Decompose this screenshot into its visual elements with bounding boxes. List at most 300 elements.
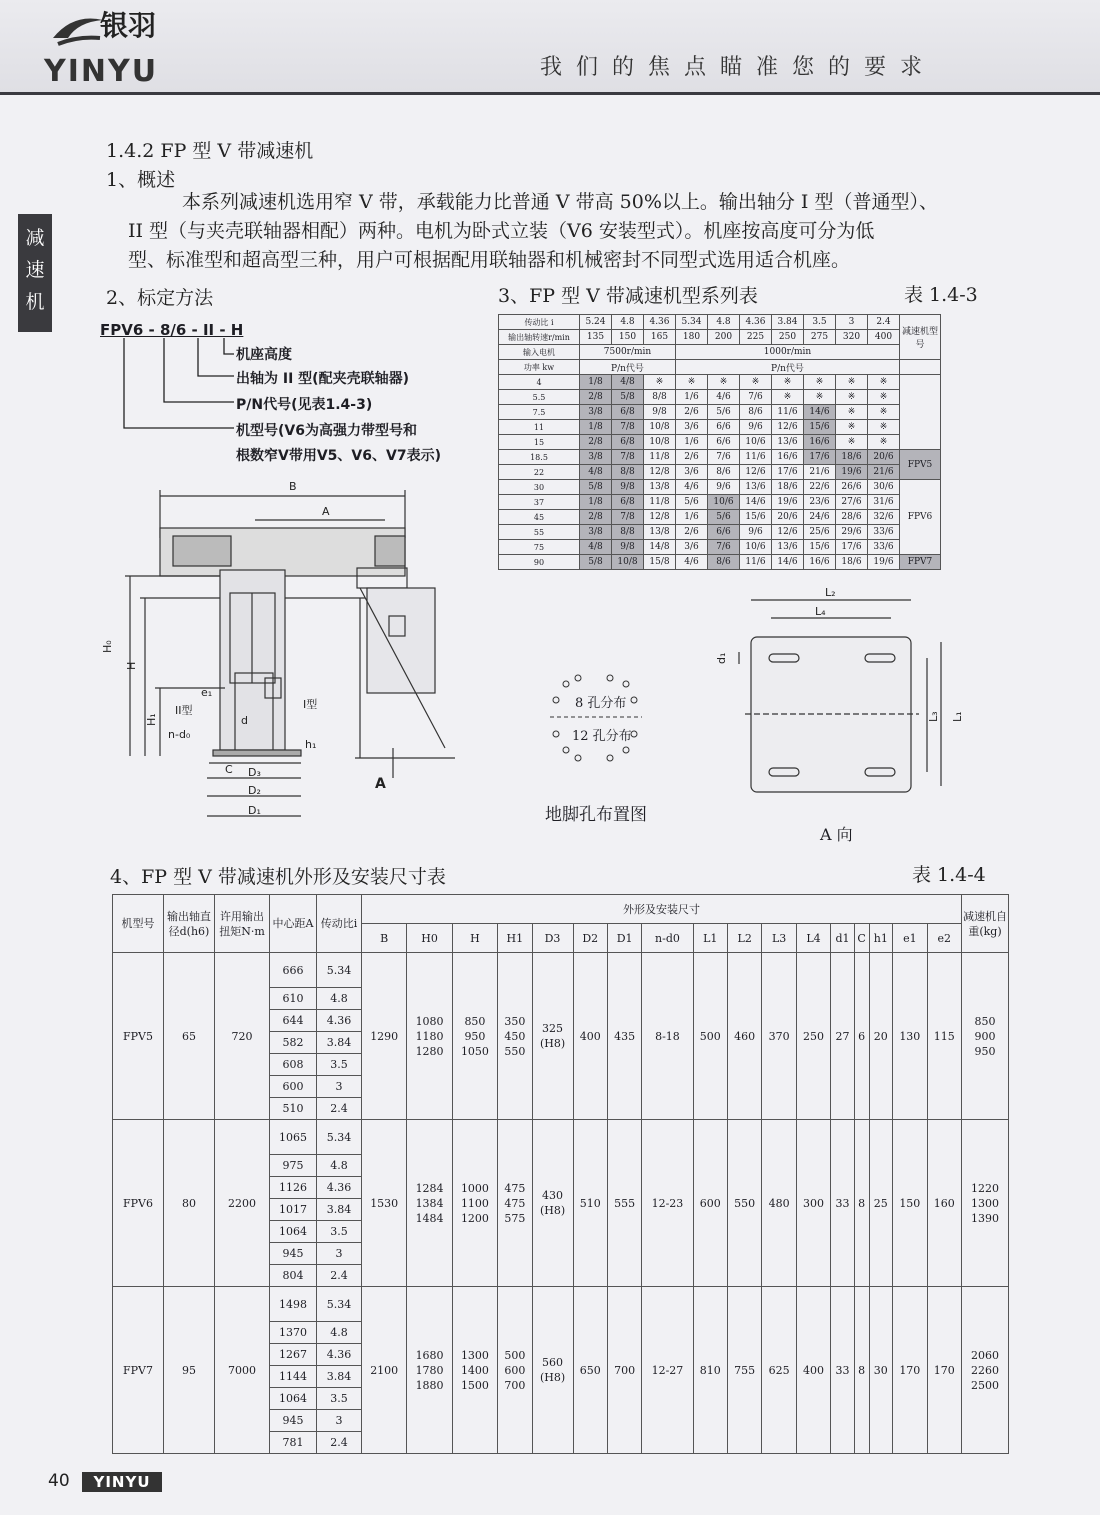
- col-dim: B: [362, 924, 407, 953]
- ratio-cell: 4.36: [317, 1177, 362, 1199]
- model-cell: FPV5: [113, 953, 164, 1120]
- pn-cell: 11/6: [772, 405, 804, 420]
- pn-cell: 26/6: [836, 480, 868, 495]
- center-cell: 600: [270, 1076, 317, 1098]
- center-cell: 582: [270, 1032, 317, 1054]
- ratio-cell: 2.4: [317, 1432, 362, 1454]
- pn-cell: 17/6: [772, 465, 804, 480]
- page-number: 40: [48, 1471, 70, 1491]
- series-row: [499, 480, 941, 495]
- center-cell: 975: [270, 1155, 317, 1177]
- pn-cell: 4/6: [676, 555, 708, 570]
- speed-cell: 150: [612, 330, 644, 345]
- power-cell: 45: [499, 510, 580, 525]
- rating-item: 根数窄V带用V5、V6、V7表示): [236, 448, 441, 464]
- pn-cell: 16/6: [772, 450, 804, 465]
- pn-cell: 20/6: [772, 510, 804, 525]
- ratio-cell: 4.36: [644, 315, 676, 330]
- col-dim: H1: [498, 924, 532, 953]
- overview-heading: 1、概述: [106, 169, 176, 191]
- dim-label-D1: D₁: [248, 804, 261, 817]
- table-row: [113, 953, 1009, 988]
- dim-cell-H1: 500 600 700: [498, 1287, 532, 1454]
- col-dim: e2: [927, 924, 961, 953]
- pn-cell: 2/6: [676, 405, 708, 420]
- dim-label-B: B: [289, 480, 297, 493]
- dim-cell-B: 1290: [362, 953, 407, 1120]
- pn-cell: 1/8: [580, 420, 612, 435]
- ratio-cell: 4.8: [612, 315, 644, 330]
- header-slogan: 我们的焦点瞄准您的要求: [540, 55, 937, 80]
- pn-cell: 19/6: [868, 555, 900, 570]
- pn-cell: 5/6: [708, 510, 740, 525]
- col-dim: d1: [831, 924, 855, 953]
- dim-cell-e2: 170: [927, 1287, 961, 1454]
- dim-cell-h1: 25: [869, 1120, 893, 1287]
- rating-code: FPV6 - 8/6 - II - H: [100, 321, 244, 339]
- col-dim: n-d0: [642, 924, 693, 953]
- pn-cell: 9/8: [644, 405, 676, 420]
- col-dim: H0: [407, 924, 452, 953]
- pn-cell: 13/8: [644, 480, 676, 495]
- ratio-row: [499, 315, 941, 330]
- plate-label-d1: d₁: [715, 652, 728, 664]
- dim-cell-d1: 33: [831, 1287, 855, 1454]
- center-cell: 781: [270, 1432, 317, 1454]
- center-cell: 510: [270, 1098, 317, 1120]
- pn-cell: 25/6: [804, 525, 836, 540]
- dim-label-D2: D₂: [248, 784, 261, 797]
- ratio-cell: 4.8: [317, 988, 362, 1010]
- power-cell: 30: [499, 480, 580, 495]
- speed-cell: 400: [868, 330, 900, 345]
- pn-cell: 2/6: [676, 450, 708, 465]
- series-row: [499, 540, 941, 555]
- pn-cell: 10/8: [612, 555, 644, 570]
- shaft-cell: 80: [164, 1120, 215, 1287]
- pn-cell: 30/6: [868, 480, 900, 495]
- col-model: 机型号: [113, 895, 164, 953]
- series-heading: 3、FP 型 V 带减速机型系列表: [498, 285, 758, 307]
- dim-cell-D1: 700: [607, 1287, 641, 1454]
- pn-cell: 8/6: [740, 405, 772, 420]
- dim-label-e1: e₁: [201, 686, 213, 699]
- pn-cell: 3/6: [676, 465, 708, 480]
- dim-cell-B: 2100: [362, 1287, 407, 1454]
- speed-label: 输出轴转速r/min: [499, 330, 580, 345]
- pn-cell: 3/8: [580, 450, 612, 465]
- ratio-cell: 3: [317, 1076, 362, 1098]
- dim-cell-D1: 435: [607, 953, 641, 1120]
- pn-cell: ※: [644, 375, 676, 390]
- series-row: [499, 555, 941, 570]
- center-cell: 1498: [270, 1287, 317, 1322]
- speed-row: [499, 330, 941, 345]
- power-cell: 75: [499, 540, 580, 555]
- series-row: [499, 525, 941, 540]
- dim-cell-D1: 555: [607, 1120, 641, 1287]
- rating-item: P/N代号(见表1.4-3): [236, 397, 373, 413]
- dimension-table: [112, 894, 1009, 1454]
- pn-cell: 9/6: [740, 420, 772, 435]
- pn-cell: 2/8: [580, 510, 612, 525]
- speed-cell: 180: [676, 330, 708, 345]
- pn-cell: 8/8: [612, 525, 644, 540]
- pn-cell: 13/6: [740, 480, 772, 495]
- dim-cell-L1: 600: [693, 1120, 727, 1287]
- pn-cell: 8/8: [644, 390, 676, 405]
- pn-cell: 19/6: [772, 495, 804, 510]
- dim-cell-H0: 1680 1780 1880: [407, 1287, 452, 1454]
- dim-cell-D3: 560 (H8): [532, 1287, 573, 1454]
- pn-cell: 7/8: [612, 420, 644, 435]
- pn-cell: 15/8: [644, 555, 676, 570]
- pn-cell: 6/6: [708, 420, 740, 435]
- dim-cell-D2: 650: [573, 1287, 607, 1454]
- plate-label-L2: L₂: [825, 586, 836, 599]
- ratio-cell: 3.84: [317, 1199, 362, 1221]
- pn-cell: 3/8: [580, 525, 612, 540]
- power-cell: 90: [499, 555, 580, 570]
- center-cell: 666: [270, 953, 317, 988]
- plate-label-L3: L₃: [927, 711, 940, 722]
- power-cell: 4: [499, 375, 580, 390]
- pn-cell: 18/6: [836, 555, 868, 570]
- model-cell: FPV5: [900, 450, 941, 480]
- ratio-cell: 4.8: [708, 315, 740, 330]
- footer-brand: YINYU: [82, 1472, 162, 1492]
- weight-cell: 850 900 950: [962, 953, 1009, 1120]
- series-row: [499, 420, 941, 435]
- dim-cell-L3: 625: [762, 1287, 796, 1454]
- dim-cell-D3: 325 (H8): [532, 953, 573, 1120]
- rating-leader-lines: [118, 336, 248, 436]
- dim-label-C: C: [225, 763, 233, 776]
- pn-cell: 10/8: [644, 420, 676, 435]
- pn-cell: 9/8: [612, 480, 644, 495]
- ratio-cell: 3: [317, 1410, 362, 1432]
- col-dim: L3: [762, 924, 796, 953]
- series-row: [499, 465, 941, 480]
- base-plate-view: [715, 582, 975, 798]
- pn-cell: ※: [772, 390, 804, 405]
- col-dim: C: [854, 924, 869, 953]
- ratio-cell: 3: [836, 315, 868, 330]
- hole-12-label: 12 孔分布: [572, 729, 632, 744]
- dim-cell-H1: 475 475 575: [498, 1120, 532, 1287]
- pn-cell: 7/8: [612, 450, 644, 465]
- torque-cell: 7000: [215, 1287, 270, 1454]
- series-row: [499, 435, 941, 450]
- pn-cell: ※: [868, 435, 900, 450]
- pn-cell: 3/6: [676, 420, 708, 435]
- ratio-cell: 3.5: [317, 1388, 362, 1410]
- dim-cell-d1: 33: [831, 1120, 855, 1287]
- power-label: 功率 kw: [499, 360, 580, 375]
- power-cell: 11: [499, 420, 580, 435]
- pn-cell: 17/6: [836, 540, 868, 555]
- dim-cell-L4: 300: [796, 1120, 830, 1287]
- torque-cell: 720: [215, 953, 270, 1120]
- plate-label-L4: L₄: [815, 605, 826, 618]
- pn-cell: 7/8: [612, 510, 644, 525]
- dim-cell-C: 8: [854, 1120, 869, 1287]
- pn-cell: 23/6: [804, 495, 836, 510]
- ratio-cell: 4.36: [317, 1010, 362, 1032]
- pn-cell: 4/6: [676, 480, 708, 495]
- dim-label-H0: H₀: [101, 640, 114, 653]
- ratio-label: 传动比 i: [499, 315, 580, 330]
- motor-row: [499, 345, 941, 360]
- rpm-1000: 1000r/min: [676, 345, 900, 360]
- motor-label: 输入电机: [499, 345, 580, 360]
- speed-cell: 200: [708, 330, 740, 345]
- dim-cell-L4: 250: [796, 953, 830, 1120]
- pn-cell: 10/8: [644, 435, 676, 450]
- dim-label-type1: I型: [303, 698, 318, 711]
- dim-cell-h1: 30: [869, 1287, 893, 1454]
- overview-line: 本系列减速机选用窄 V 带，承载能力比普通 V 带高 50%以上。输出轴分 I 型（普通型）、: [182, 191, 938, 213]
- dim-cell-B: 1530: [362, 1120, 407, 1287]
- pn-cell: 7/6: [740, 390, 772, 405]
- ratio-cell: 3.84: [317, 1032, 362, 1054]
- model-cell-blank: [900, 375, 941, 450]
- dim-cell-D3: 430 (H8): [532, 1120, 573, 1287]
- pn-cell: 12/6: [740, 465, 772, 480]
- pn-cell: 22/6: [804, 480, 836, 495]
- model-cell: FPV7: [900, 555, 941, 570]
- model-cell: FPV6: [113, 1120, 164, 1287]
- pn-cell: 11/8: [644, 450, 676, 465]
- col-dim: D1: [607, 924, 641, 953]
- dim-cell-D2: 400: [573, 953, 607, 1120]
- col-ratio: 传动比i: [317, 895, 362, 953]
- pn-cell: 12/8: [644, 510, 676, 525]
- speed-cell: 165: [644, 330, 676, 345]
- ratio-cell: 4.36: [740, 315, 772, 330]
- pn-cell: 13/8: [644, 525, 676, 540]
- model-cell-blank: [900, 360, 941, 375]
- rating-heading: 2、标定方法: [106, 287, 214, 309]
- dim-cell-L3: 480: [762, 1120, 796, 1287]
- dim-cell-L2: 460: [727, 953, 761, 1120]
- pn-cell: 3/8: [580, 405, 612, 420]
- pn-cell: ※: [740, 375, 772, 390]
- pn-cell: ※: [676, 375, 708, 390]
- pn-cell: 16/6: [804, 555, 836, 570]
- pn-code-2: P/n代号: [676, 360, 900, 375]
- pn-cell: 6/6: [708, 435, 740, 450]
- dim-cell-L2: 755: [727, 1287, 761, 1454]
- dim-cell-nd0: 12-23: [642, 1120, 693, 1287]
- rpm-1500: 7500r/min: [580, 345, 676, 360]
- series-row: [499, 375, 941, 390]
- pn-cell: 11/6: [740, 555, 772, 570]
- pn-cell: ※: [804, 375, 836, 390]
- col-weight: 减速机自重(kg): [962, 895, 1009, 953]
- dim-cell-e2: 115: [927, 953, 961, 1120]
- pn-cell: ※: [836, 420, 868, 435]
- hole-8-label: 8 孔分布: [575, 696, 627, 711]
- pn-cell: 16/6: [804, 435, 836, 450]
- pn-cell: ※: [836, 435, 868, 450]
- pn-cell: 8/8: [612, 465, 644, 480]
- dim-cell-H: 1000 1100 1200: [452, 1120, 497, 1287]
- dim-cell-D2: 510: [573, 1120, 607, 1287]
- pn-cell: 9/6: [740, 525, 772, 540]
- pn-cell: 3/6: [676, 540, 708, 555]
- pn-cell: 6/8: [612, 495, 644, 510]
- ratio-cell: 5.34: [676, 315, 708, 330]
- pn-cell: 18/6: [772, 480, 804, 495]
- dim-cell-e1: 170: [893, 1287, 927, 1454]
- speed-cell: 320: [836, 330, 868, 345]
- pn-cell: 14/6: [772, 555, 804, 570]
- power-cell: 18.5: [499, 450, 580, 465]
- center-cell: 1064: [270, 1221, 317, 1243]
- pn-cell: 1/6: [676, 390, 708, 405]
- col-dim: D3: [532, 924, 573, 953]
- col-dim: h1: [869, 924, 893, 953]
- center-cell: 1144: [270, 1366, 317, 1388]
- pn-cell: 15/6: [804, 420, 836, 435]
- dim-label-H: H: [125, 661, 138, 670]
- series-row: [499, 390, 941, 405]
- model-header: 减速机型号: [900, 315, 941, 360]
- dim-cell-H: 1300 1400 1500: [452, 1287, 497, 1454]
- pn-cell: 2/8: [580, 435, 612, 450]
- dim-cell-L1: 810: [693, 1287, 727, 1454]
- pn-cell: 27/6: [836, 495, 868, 510]
- pn-cell: 4/6: [708, 390, 740, 405]
- pn-cell: 11/6: [740, 450, 772, 465]
- ratio-cell: 5.34: [317, 1287, 362, 1322]
- ratio-cell: 3.84: [317, 1366, 362, 1388]
- ratio-cell: 4.36: [317, 1344, 362, 1366]
- col-shaft: 输出轴直径d(h6): [164, 895, 215, 953]
- series-row: [499, 510, 941, 525]
- pn-cell: 33/6: [868, 540, 900, 555]
- pn-cell: 6/6: [708, 525, 740, 540]
- brand-logo-mark: [48, 8, 108, 52]
- pn-cell: 5/6: [708, 405, 740, 420]
- pn-cell: 10/6: [708, 495, 740, 510]
- pn-cell: ※: [836, 375, 868, 390]
- weight-cell: 1220 1300 1390: [962, 1120, 1009, 1287]
- dim-cell-H0: 1080 1180 1280: [407, 953, 452, 1120]
- view-arrow-label: A: [375, 776, 386, 792]
- dim-cell-H: 850 950 1050: [452, 953, 497, 1120]
- ratio-cell: 5.34: [317, 953, 362, 988]
- dim-label-H1: H₁: [145, 713, 158, 726]
- dim-cell-e1: 150: [893, 1120, 927, 1287]
- dim-cell-L4: 400: [796, 1287, 830, 1454]
- series-row: [499, 405, 941, 420]
- pn-cell: 7/6: [708, 450, 740, 465]
- col-torque: 许用输出扭矩N·m: [215, 895, 270, 953]
- pn-cell: 15/6: [804, 540, 836, 555]
- pn-cell: 13/6: [772, 435, 804, 450]
- overview-line: II 型（与夹壳联轴器相配）两种。电机为卧式立装（V6 安装型式）。机座按高度可分为低: [128, 220, 875, 242]
- dim-label-A: A: [322, 505, 330, 518]
- model-series-table: [498, 314, 941, 570]
- plate-label-L1: L₁: [951, 711, 964, 722]
- side-tab-char: 减: [25, 227, 45, 249]
- weight-cell: 2060 2260 2500: [962, 1287, 1009, 1454]
- center-cell: 945: [270, 1243, 317, 1265]
- brand-name-cn: 银羽: [100, 9, 157, 42]
- pn-cell: 4/8: [580, 540, 612, 555]
- pn-cell: 6/8: [612, 405, 644, 420]
- ratio-cell: 3.84: [772, 315, 804, 330]
- pn-cell: 8/6: [708, 465, 740, 480]
- col-dim: L4: [796, 924, 830, 953]
- pn-cell: 13/6: [772, 540, 804, 555]
- pn-cell: 20/6: [868, 450, 900, 465]
- pn-cell: 12/6: [772, 420, 804, 435]
- dim-cell-e1: 130: [893, 953, 927, 1120]
- col-center: 中心距A: [270, 895, 317, 953]
- center-cell: 1065: [270, 1120, 317, 1155]
- pn-cell: 14/6: [804, 405, 836, 420]
- pn-cell: 5/8: [612, 390, 644, 405]
- pn-cell: 5/8: [580, 480, 612, 495]
- pn-cell: 5/8: [580, 555, 612, 570]
- table-row: [113, 1120, 1009, 1155]
- ratio-cell: 5.24: [580, 315, 612, 330]
- col-group: 外形及安装尺寸: [362, 895, 962, 924]
- ratio-cell: 2.4: [868, 315, 900, 330]
- dim-cell-nd0: 12-27: [642, 1287, 693, 1454]
- ratio-cell: 4.8: [317, 1322, 362, 1344]
- col-dim: H: [452, 924, 497, 953]
- pn-cell: 5/6: [676, 495, 708, 510]
- ratio-cell: 5.34: [317, 1120, 362, 1155]
- center-cell: 1064: [270, 1388, 317, 1410]
- dim-cell-H0: 1284 1384 1484: [407, 1120, 452, 1287]
- power-cell: 7.5: [499, 405, 580, 420]
- pn-cell: ※: [868, 375, 900, 390]
- speed-cell: 135: [580, 330, 612, 345]
- pn-cell: 17/6: [804, 450, 836, 465]
- pn-cell: ※: [868, 420, 900, 435]
- pn-cell: 4/8: [612, 375, 644, 390]
- table-row: [113, 1287, 1009, 1322]
- pn-cell: 1/6: [676, 435, 708, 450]
- pn-cell: 10/6: [740, 435, 772, 450]
- pn-cell: ※: [836, 405, 868, 420]
- speed-cell: 275: [804, 330, 836, 345]
- pn-cell: ※: [868, 390, 900, 405]
- power-cell: 22: [499, 465, 580, 480]
- speed-cell: 225: [740, 330, 772, 345]
- section-title: 1.4.2 FP 型 V 带减速机: [106, 140, 314, 162]
- pn-cell: 1/8: [580, 375, 612, 390]
- dim-label-nd0: n-d₀: [168, 728, 191, 741]
- dim-table-ref: 表 1.4-4: [912, 864, 986, 886]
- ratio-cell: 3.5: [317, 1054, 362, 1076]
- center-cell: 644: [270, 1010, 317, 1032]
- model-cell: FPV6: [900, 480, 941, 555]
- pn-cell: 11/8: [644, 495, 676, 510]
- center-cell: 804: [270, 1265, 317, 1287]
- side-tab-char: 速: [25, 259, 45, 281]
- overview-line: 型、标准型和超高型三种，用户可根据配用联轴器和机械密封不同型式选用适合机座。: [128, 249, 851, 271]
- shaft-cell: 65: [164, 953, 215, 1120]
- center-cell: 608: [270, 1054, 317, 1076]
- pn-cell: 9/8: [612, 540, 644, 555]
- model-cell: FPV7: [113, 1287, 164, 1454]
